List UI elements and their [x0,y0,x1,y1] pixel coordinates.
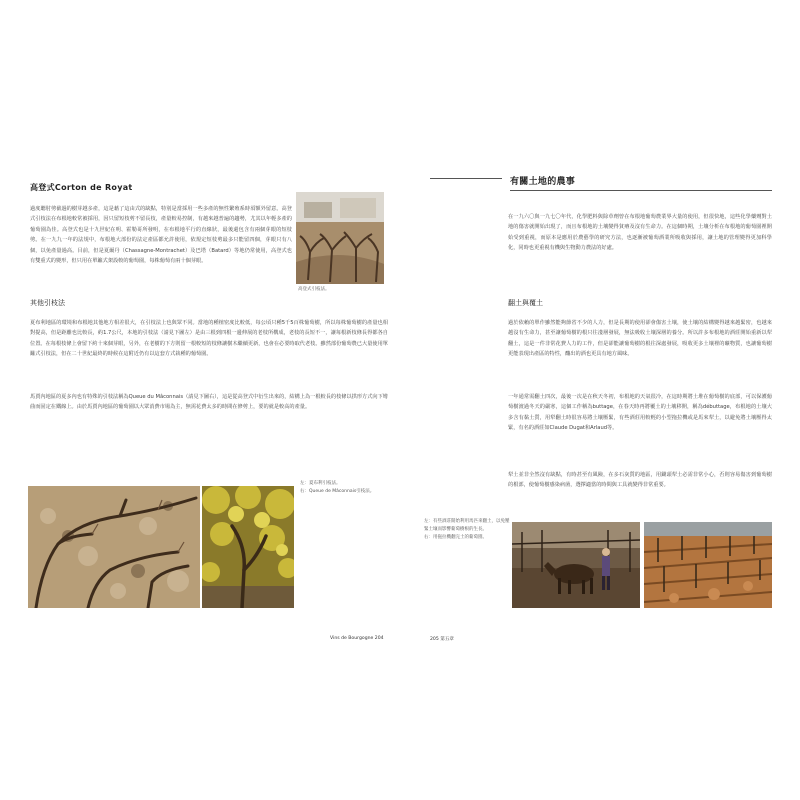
left-folio: Vins de Bourgogne 204 [330,636,384,641]
photo-tractor-plowed-vineyard [644,522,772,608]
left-subhead-other-methods: 其他引枝法 [30,299,65,307]
left-page-title: 高登式Corton de Royat [30,183,133,192]
photo-chablis-pruning [28,486,200,608]
right-photo-caption: 左：有些酒莊開始利用馬匹來翻土，以免壓緊土壤而影響葡萄樹根的生長。 右：用拖拉機翻完土的葡萄園。 [424,519,510,540]
right-para-4: 犁土並非全然沒有缺點，有時甚至有風險，在多石灰質的地區，用鋤頭犁土必需非常小心，否則容易傷害到葡萄樹的根部，使葡萄樹感染病菌，選擇適當的時間與工具就變得非常重要。 [508,472,772,489]
right-para-3: 一年通常需翻土四次，最後一次是在秋天冬初，布根地的天氣很冷，在這時期將土堆在葡萄樹的底部，可以保護葡萄樹渡過冬天的嚴寒，這個工作稱為buttage，在春天時再將覆土的土壤移開，稱為débuttage，布根地的土壤大多含有黏土質，用犁翻土時很容易將土壤壓緊，有些酒莊用較輕的小型拖拉機或是馬來犁土，以避免將土壤壓得太緊，有名的酒莊如Claude Dugat和Arlaud等。 [508,394,772,432]
right-para-1: 在一九六〇與一九七〇年代，化學肥料與除草劑曾在布根地葡萄農業界大量的使用，但很快地，這些化學藥劑對土地的傷害就開始出現了，而且布根地的土壤變得貧瘠及沒有生命力。在這個時期，土壤分析在布根地的葡萄園裡開始受到重視，而原本是應用於農藝學的研究方法，也逐漸被葡萄酒業所吸收與採用，讓土地的管理變得更加科學化，同時也更重視有機與生物動力農法的好處。 [508,214,772,252]
chablis-vine-image [28,486,200,608]
left-para-3: 馬賈內地區的夏多內也有特殊的引枝法稱為Queue du Mâconnais（請見下圖右），這是從高登式中衍生出來的，結構上為一根較長的枝條以拱形方式向下彎曲而固定在鐵線上。由於馬賈內地區的葡萄園以大眾消費市場為主，無需花費太多的時間在修剪上，要的就是較高的產量。 [30,394,388,411]
maconnais-vine-image [202,486,294,608]
horse-plowing-image [512,522,640,608]
photo-maconnais-pruning [202,486,294,608]
left-para-2: 夏布利地區的環境和布根地其他地方相差很大，在引枝法上也與眾不同。當地的種植密度比較低，每公頃只種5千5百株葡萄樹，所以每株葡萄樹的產量也相對提高，但是距離也比較長，約1.7公尺，本地的引枝法（請見下圖左）是由三根到四根一邊伸展的老枝所構成，老枝的長短不一，讓每根新枝條長得都各自位置。在每根枝條上會留下約十來個芽眼，另外，在老樹的下方則留一根較短的枝條讓樹木繼續更新，也會在必要時取代老枝。雖然部份葡萄農已大量使用單籬式引枝法，但在二十世紀最終的時候在這附近仍有以這套方式栽種的葡萄園。 [30,320,388,358]
left-para-1: 過度聽肘剪截過的樹芽越多產，這是藉了這由式的缺點，特別是當採用一些多產的無性繁殖系時須額外留意。高登式引枝法在布根地較常被採用，因只留短枝剪不留長枝，產量較易控制，有越來越普遍的趨勢，尤其以年輕多產的葡萄園為佳。高登式也是十九世紀在明、霍勒哥所發明，在布根地平行的直線狀，最後還包含有兩個芽眼的短枝剪。在一九九一年的法規中，布根地大部份的法定產區都允許使用，依規定短枝剪最多只能留四個，芽眼只有八個，以免產量過高。目前，但是夏爾丹（Chassagne-Montrachet）及巴塔（Batard）等地仍常使用，高登式也有雙重式的變形，但只用在單籬式架設較的葡萄園，每株葡萄有兩十個芽眼。 [30,206,292,265]
right-folio: 205 第五章 [430,637,455,642]
right-page-title: 有關土地的農事 [510,177,576,187]
photo-2-caption: 左：夏布利引枝法。 右：Queue de Mâconnais引枝法。 [300,481,375,494]
right-subhead-plowing: 翻土與覆土 [508,299,543,307]
vineyard-rows-image [296,192,384,284]
plowed-vineyard-image [644,522,772,608]
right-para-2: 過於依賴的單作雖然能夠節省不少的人力，但是長期的使用卻會傷害土壤，使土壤的結構變得越來越緊密，也越來越沒有生命力，甚至讓葡萄樹的根只往淺層發展，無法吸收土壤深層的養分。所以許多布根地的酒莊開始重新以犁翻土，這是一件非常花費人力的工作，但是卻能讓葡萄樹的根往深處發展，吸收更多土壤裡的礦物質，也讓葡萄樹更能表現出產區的特性，釀出的酒也更具有地方風味。 [508,320,772,358]
title-underline [510,190,772,191]
photo-1-caption: 高登式引枝法。 [298,287,330,292]
photo-cordon-de-royat [296,192,384,284]
photo-horse-plowing [512,522,640,608]
title-rule [430,178,502,179]
